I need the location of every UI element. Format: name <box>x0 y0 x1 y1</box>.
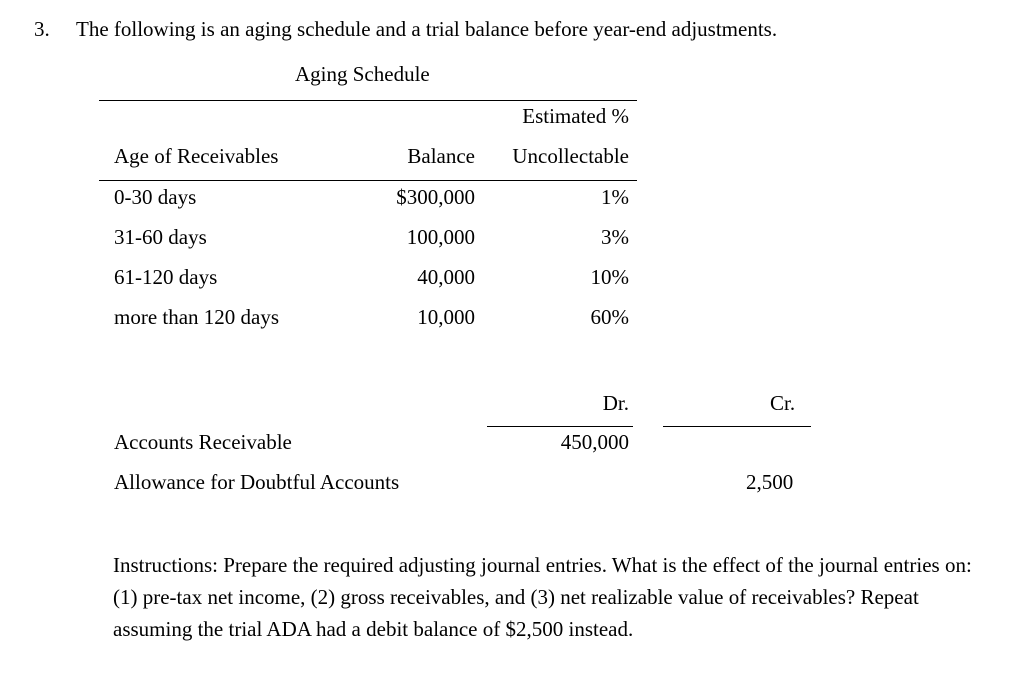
account-name: Allowance for Doubtful Accounts <box>114 470 400 494</box>
aging-schedule-title: Aging Schedule <box>295 62 430 86</box>
aging-row-balance: 100,000 <box>406 225 475 249</box>
balance-header: Balance <box>407 144 475 168</box>
dr-header: Dr. <box>602 391 629 415</box>
aging-row-balance: 40,000 <box>417 265 475 289</box>
aging-row-pct: 1% <box>601 185 629 209</box>
pct-header-line2: Uncollectable <box>512 144 629 168</box>
dr-rule <box>487 426 633 427</box>
account-name: Accounts Receivable <box>114 430 292 454</box>
aging-row-age: more than 120 days <box>114 305 280 329</box>
aging-row-pct: 10% <box>590 265 629 289</box>
aging-row-balance: $300,000 <box>396 185 475 209</box>
cr-header: Cr. <box>770 391 796 415</box>
cr-rule <box>663 426 811 427</box>
aging-row-pct: 3% <box>601 225 629 249</box>
aging-row-age: 31-60 days <box>114 225 207 249</box>
question-number: 3. <box>34 17 50 41</box>
aging-header-rule <box>99 180 637 181</box>
pct-header-line1: Estimated % <box>522 104 629 128</box>
aging-row-pct: 60% <box>590 305 629 329</box>
aging-row-age: 61-120 days <box>114 265 218 289</box>
instructions-text: Instructions: Prepare the required adjusting journal entries. What is the effect of the journal entries on: (1) pre-tax net income, (2) gross receivables, and (3) net realizable value of receivables? Repeat assuming the trial ADA had a debit balance of $2,500 instead. <box>113 553 972 641</box>
credit-amount: 2,500 <box>746 470 794 494</box>
aging-row-balance: 10,000 <box>417 305 475 329</box>
age-header: Age of Receivables <box>114 144 279 168</box>
question-text: The following is an aging schedule and a trial balance before year-end adjustments. <box>76 17 778 41</box>
aging-row-age: 0-30 days <box>114 185 197 209</box>
debit-amount: 450,000 <box>560 430 629 454</box>
aging-top-rule <box>99 100 637 101</box>
